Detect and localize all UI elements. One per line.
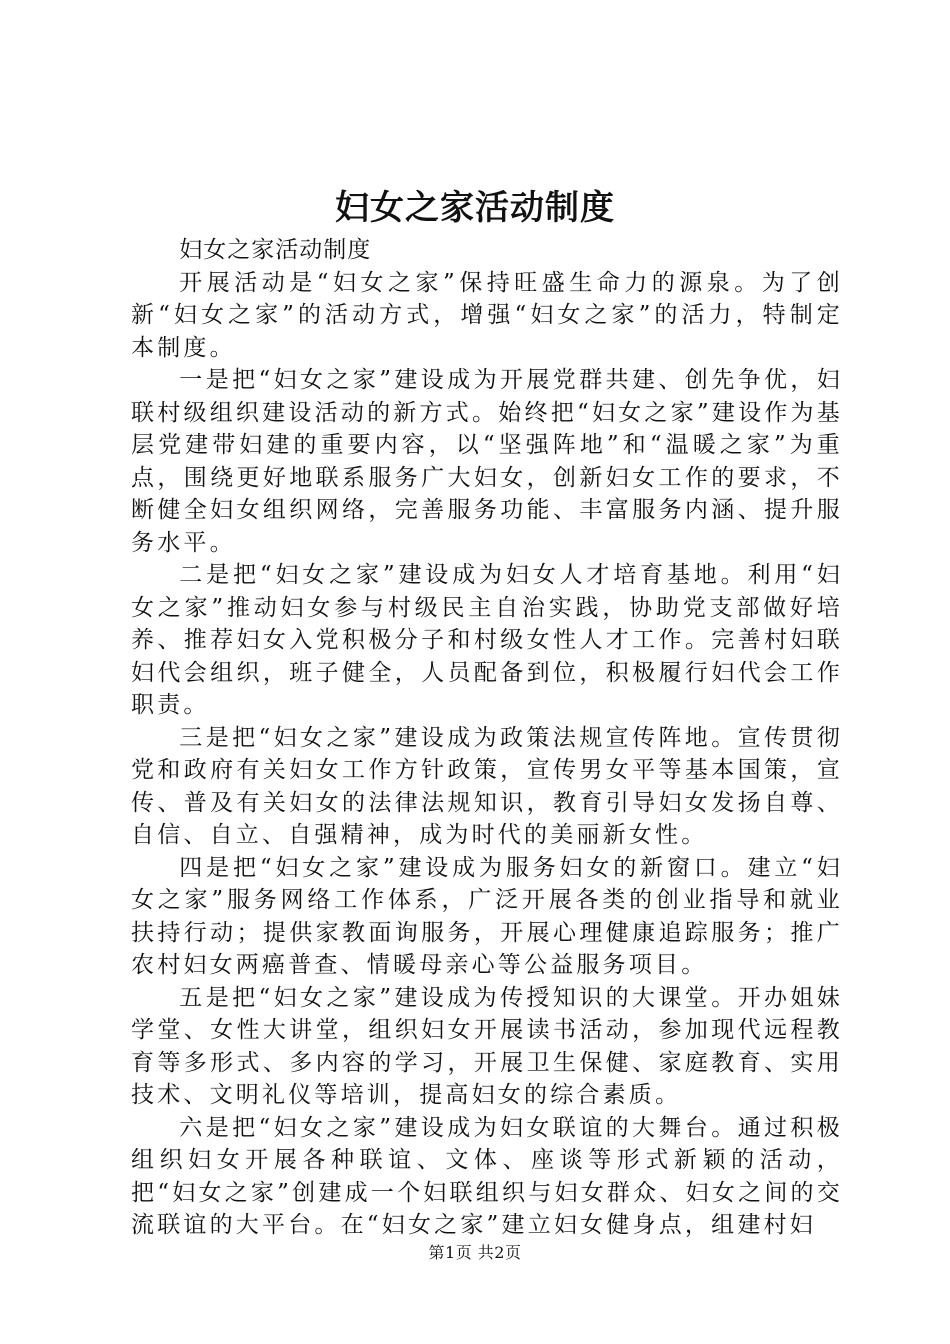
- paragraph-subtitle: 妇女之家活动制度: [179, 237, 372, 263]
- page-number-footer: 第1页 共2页: [428, 1243, 522, 1262]
- paragraph-item-4: 四是把“妇女之家”建设成为服务妇女的新窗口。建立“妇女之家”服务网络工作体系，广泛开展各类的创业指导和就业扶持行动；提供家教面询服务，开展心理健康追踪服务；推广农村妇女两癌普查、情暖母亲心等公益服务项目。: [131, 854, 843, 978]
- paragraph-item-3: 三是把“妇女之家”建设成为政策法规宣传阵地。宣传贯彻党和政府有关妇女工作方针政策，宣传男女平等基本国策，宣传、普及有关妇女的法律法规知识，教育引导妇女发扬自尊、自信、自立、自强精神，成为时代的美丽新女性。: [131, 724, 843, 848]
- paragraph-item-6: 六是把“妇女之家”建设成为妇女联谊的大舞台。通过积极组织妇女开展各种联谊、文体、座谈等形式新颖的活动，把“妇女之家”创建成一个妇联组织与妇女群众、妇女之间的交流联谊的大平台。在“妇女之家”建立妇女健身点，组建村妇: [131, 1114, 843, 1238]
- document-body: [131, 234, 843, 1242]
- paragraph-item-5: 五是把“妇女之家”建设成为传授知识的大课堂。开办姐妹学堂、女性大讲堂，组织妇女开展读书活动，参加现代远程教育等多形式、多内容的学习，开展卫生保健、家庭教育、实用技术、文明礼仪等培训，提高妇女的综合素质。: [131, 984, 843, 1108]
- paragraph-item-1: 一是把“妇女之家”建设成为开展党群共建、创先争优，妇联村级组织建设活动的新方式。始终把“妇女之家”建设作为基层党建带妇建的重要内容，以“坚强阵地”和“温暖之家”为重点，围绕更好地联系服务广大妇女，创新妇女工作的要求，不断健全妇女组织网络，完善服务功能、丰富服务内涵、提升服务水平。: [131, 367, 843, 556]
- paragraph-intro: 开展活动是“妇女之家”保持旺盛生命力的源泉。为了创新“妇女之家”的活动方式，增强“妇女之家”的活力，特制定本制度。: [131, 269, 843, 361]
- paragraph-item-2: 二是把“妇女之家”建设成为妇女人才培育基地。利用“妇女之家”推动妇女参与村级民主自治实践，协助党支部做好培养、推荐妇女入党积极分子和村级女性人才工作。完善村妇联妇代会组织，班子健全，人员配备到位，积极履行妇代会工作职责。: [131, 562, 843, 718]
- document-title: 妇女之家活动制度: [335, 188, 615, 228]
